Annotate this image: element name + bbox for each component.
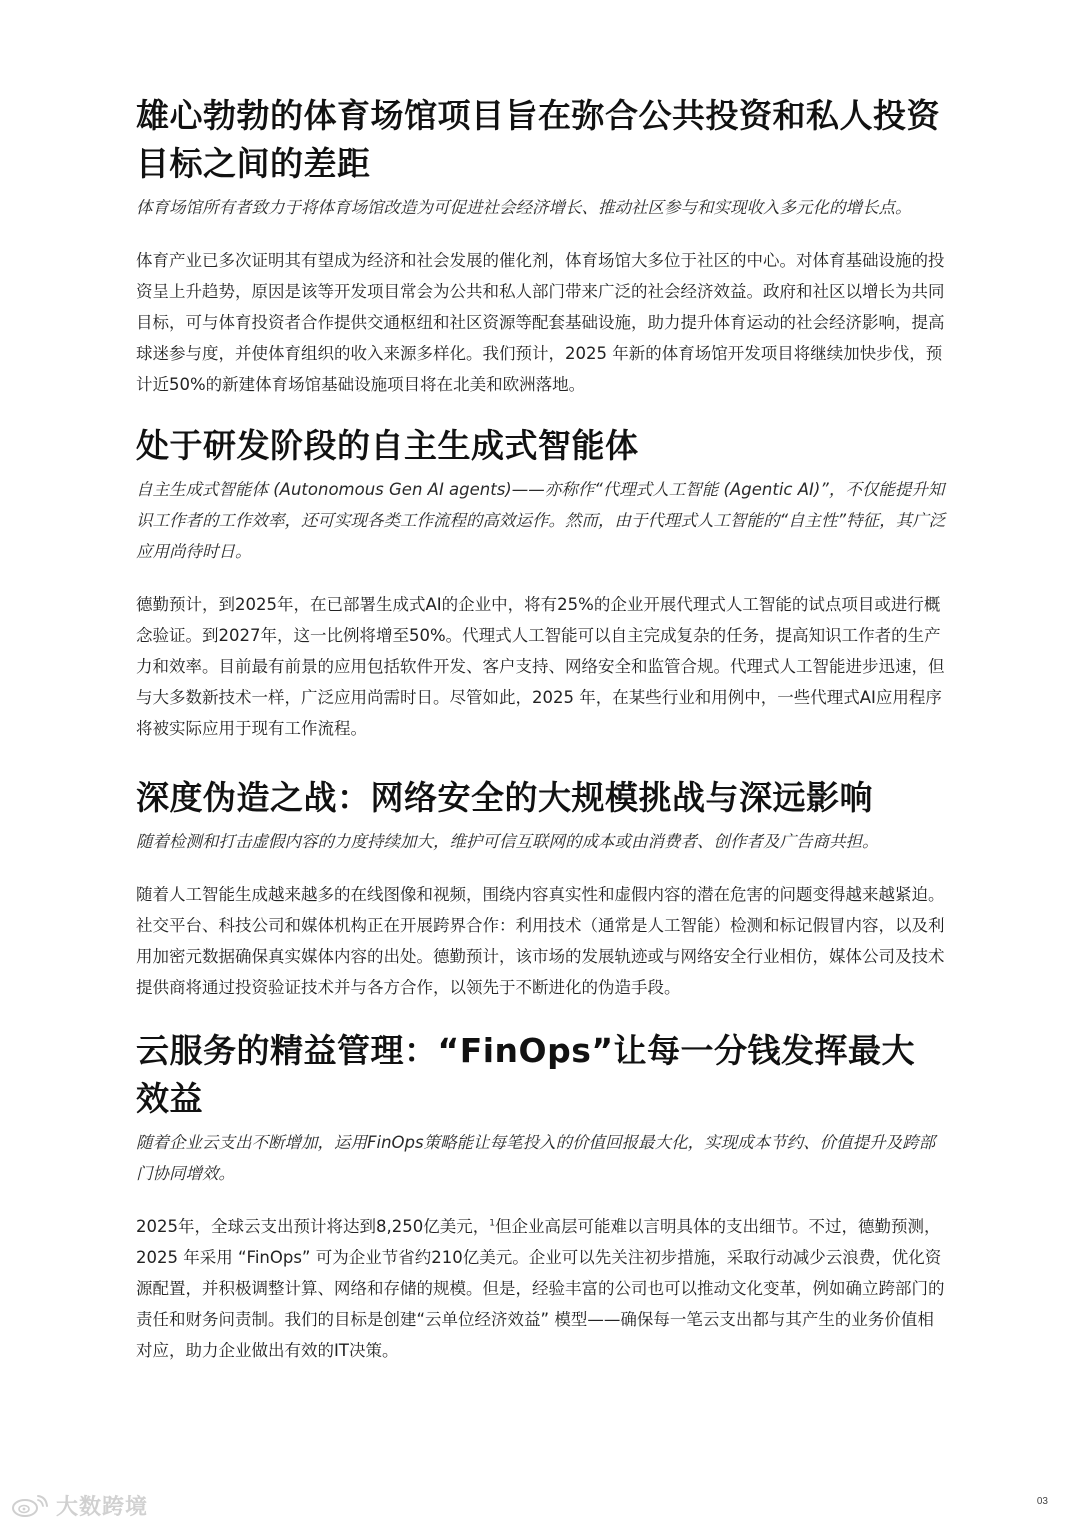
- watermark-text: 大数跨境: [56, 1494, 149, 1520]
- section-sports-venues: [136, 92, 948, 400]
- section-body: [136, 1211, 948, 1366]
- watermark: [10, 1490, 148, 1520]
- weibo-logo-icon: [10, 1492, 50, 1518]
- section-deepfakes: [136, 774, 948, 1003]
- section-lede: 自主生成式智能体 (Autonomous Gen AI agents)——亦称作“代理式人工智能 (Agentic AI)”，不仅能提升知识工作者的工作效率，还可实现各类工作流程的高效运作。然而，由于代理式人工智能的“自主性”特征，其广泛应用尚待时日。: [136, 480, 946, 561]
- section-finops: [136, 1027, 948, 1366]
- section-title: 雄心勃勃的体育场馆项目旨在弥合公共投资和私人投资目标之间的差距: [136, 96, 940, 183]
- body-text-part: 2025年，全球云支出预计将达到8,250亿美元，: [136, 1217, 490, 1236]
- body-text-part: 但企业高层可能难以言明具体的支出细节。不过，德勤预测，2025 年采用 “FinOps” 可为企业节省约210亿美元。企业可以先关注初步措施，采取行动减少云浪费，优化资源配置，并积极调整计算、网络和存储的规模。但是，经验丰富的公司也可以推动文化变革，例如确立跨部门的责任和财务问责制。我们的目标是创建“云单位经济效益” 模型——确保每一笔云支出都与其产生的业务价值相对应，助力企业做出有效的IT决策。: [136, 1217, 945, 1360]
- section-lede: 体育场馆所有者致力于将体育场馆改造为可促进社会经济增长、推动社区参与和实现收入多元化的增长点。: [136, 198, 912, 217]
- section-title: 云服务的精益管理：“FinOps”让每一分钱发挥最大效益: [136, 1031, 916, 1118]
- footnote-marker[interactable]: 1: [489, 1218, 495, 1229]
- section-body: 随着人工智能生成越来越多的在线图像和视频，围绕内容真实性和虚假内容的潜在危害的问题变得越来越紧迫。社交平台、科技公司和媒体机构正在开展跨界合作：利用技术（通常是人工智能）检测和标记假冒内容，以及利用加密元数据确保真实媒体内容的出处。德勤预计，该市场的发展轨迹或与网络安全行业相仿，媒体公司及技术提供商将通过投资验证技术并与各方合作，以领先于不断进化的伪造手段。: [136, 885, 945, 997]
- section-lede: 随着检测和打击虚假内容的力度持续加大，维护可信互联网的成本或由消费者、创作者及广告商共担。: [136, 832, 879, 851]
- document-page: [136, 92, 948, 1366]
- section-title: 处于研发阶段的自主生成式智能体: [136, 426, 639, 465]
- section-autonomous-agents: [136, 422, 948, 744]
- section-lede: 随着企业云支出不断增加，运用FinOps策略能让每笔投入的价值回报最大化，实现成本节约、价值提升及跨部门协同增效。: [136, 1133, 936, 1183]
- section-body: 德勤预计，到2025年，在已部署生成式AI的企业中，将有25%的企业开展代理式人工智能的试点项目或进行概念验证。到2027年，这一比例将增至50%。代理式人工智能可以自主完成复杂的任务，提高知识工作者的生产力和效率。目前最有前景的应用包括软件开发、客户支持、网络安全和监管合规。代理式人工智能进步迅速，但与大多数新技术一样，广泛应用尚需时日。尽管如此，2025 年，在某些行业和用例中，一些代理式AI应用程序将被实际应用于现有工作流程。: [136, 595, 945, 738]
- page-number: 03: [1036, 1496, 1048, 1507]
- section-title: 深度伪造之战：网络安全的大规模挑战与深远影响: [136, 778, 873, 817]
- section-body: 体育产业已多次证明其有望成为经济和社会发展的催化剂，体育场馆大多位于社区的中心。对体育基础设施的投资呈上升趋势，原因是该等开发项目常会为公共和私人部门带来广泛的社会经济效益。政府和社区以增长为共同目标，可与体育投资者合作提供交通枢纽和社区资源等配套基础设施，助力提升体育运动的社会经济影响，提高球迷参与度，并使体育组织的收入来源多样化。我们预计，2025 年新的体育场馆开发项目将继续加快步伐，预计近50%的新建体育场馆基础设施项目将在北美和欧洲落地。: [136, 251, 945, 394]
